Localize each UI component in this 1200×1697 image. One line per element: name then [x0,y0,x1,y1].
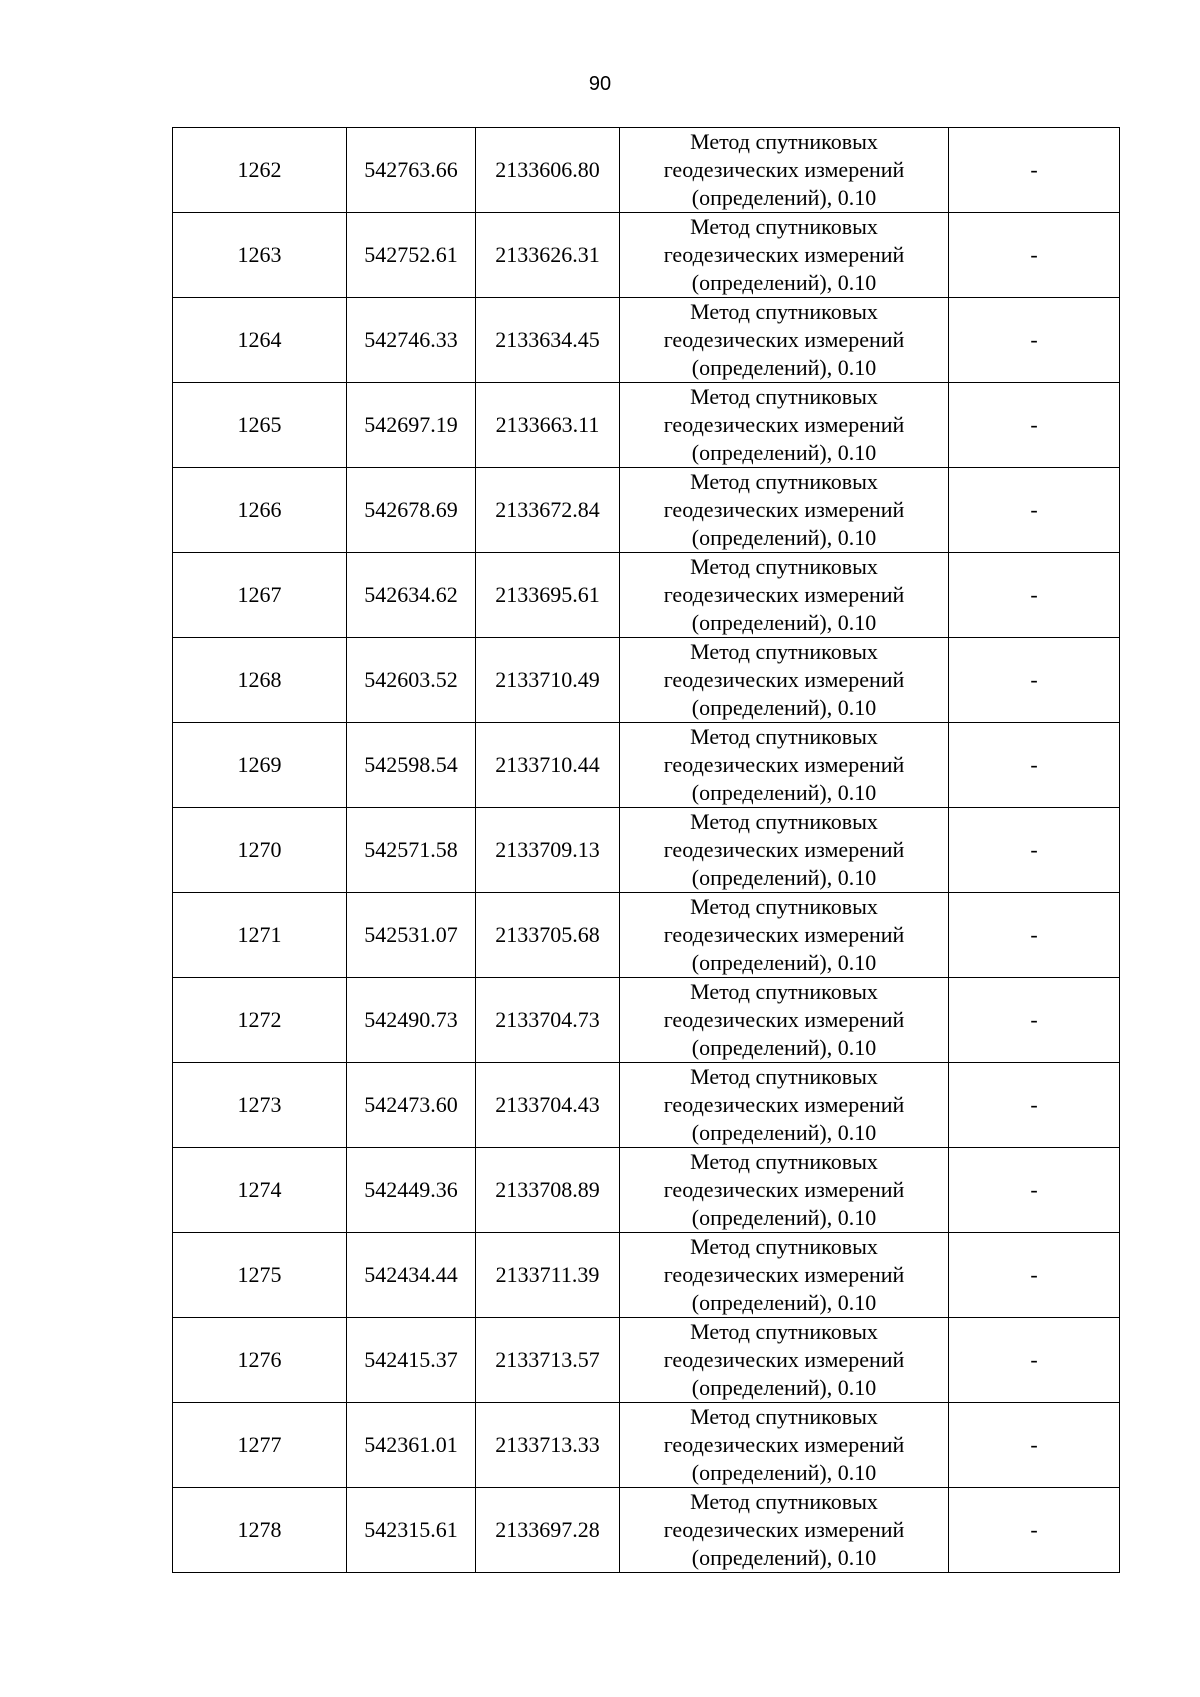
table-row [173,553,1120,638]
method-line: геодезических измерений [663,1432,905,1457]
method-line: геодезических измерений [663,667,905,692]
method-line: геодезических измерений [663,1517,905,1542]
point-number-cell: 1273 [173,1063,347,1148]
point-number-cell: 1267 [173,553,347,638]
method-line: (определений), 0.10 [691,695,877,720]
note-cell: - [949,128,1120,213]
point-number-cell: 1272 [173,978,347,1063]
method-line: геодезических измерений [663,1177,905,1202]
x-coordinate-cell: 542697.19 [347,383,476,468]
method-line: геодезических измерений [663,922,905,947]
point-number-cell: 1278 [173,1488,347,1573]
y-coordinate-cell: 2133713.57 [476,1318,620,1403]
table-row [173,1488,1120,1573]
x-coordinate-cell: 542634.62 [347,553,476,638]
x-coordinate-cell: 542763.66 [347,128,476,213]
method-line: (определений), 0.10 [691,185,877,210]
method-line: (определений), 0.10 [691,440,877,465]
x-coordinate-cell: 542531.07 [347,893,476,978]
method-line: геодезических измерений [663,752,905,777]
method-cell [620,128,949,213]
point-number-cell: 1269 [173,723,347,808]
method-line: Метод спутниковых [690,214,878,239]
method-line: Метод спутниковых [690,1319,878,1344]
method-line: геодезических измерений [663,1262,905,1287]
method-line: (определений), 0.10 [691,865,877,890]
method-line: геодезических измерений [663,1347,905,1372]
table-row [173,978,1120,1063]
point-number-cell: 1266 [173,468,347,553]
method-line: геодезических измерений [663,497,905,522]
note-cell: - [949,1403,1120,1488]
method-line: Метод спутниковых [690,894,878,919]
point-number-cell: 1271 [173,893,347,978]
x-coordinate-cell: 542598.54 [347,723,476,808]
method-cell [620,1148,949,1233]
method-cell [620,1318,949,1403]
note-cell: - [949,1148,1120,1233]
note-cell: - [949,1063,1120,1148]
table-row [173,723,1120,808]
x-coordinate-cell: 542678.69 [347,468,476,553]
method-line: (определений), 0.10 [691,525,877,550]
x-coordinate-cell: 542315.61 [347,1488,476,1573]
method-line: (определений), 0.10 [691,1035,877,1060]
method-cell [620,893,949,978]
method-cell [620,638,949,723]
y-coordinate-cell: 2133709.13 [476,808,620,893]
y-coordinate-cell: 2133710.49 [476,638,620,723]
table-row [173,128,1120,213]
method-line: (определений), 0.10 [691,1290,877,1315]
table-body [173,128,1120,1573]
x-coordinate-cell: 542746.33 [347,298,476,383]
method-line: геодезических измерений [663,412,905,437]
method-line: Метод спутниковых [690,469,878,494]
x-coordinate-cell: 542361.01 [347,1403,476,1488]
method-cell [620,1403,949,1488]
page-number: 90 [588,73,612,95]
y-coordinate-cell: 2133704.73 [476,978,620,1063]
y-coordinate-cell: 2133711.39 [476,1233,620,1318]
method-line: Метод спутниковых [690,1234,878,1259]
point-number-cell: 1268 [173,638,347,723]
method-line: Метод спутниковых [690,129,878,154]
table-row [173,1318,1120,1403]
method-cell [620,298,949,383]
method-line: Метод спутниковых [690,724,878,749]
y-coordinate-cell: 2133634.45 [476,298,620,383]
note-cell: - [949,1488,1120,1573]
method-line: геодезических измерений [663,837,905,862]
method-cell [620,808,949,893]
table-row [173,1063,1120,1148]
method-line: Метод спутниковых [690,979,878,1004]
method-line: геодезических измерений [663,1007,905,1032]
method-line: Метод спутниковых [690,1149,878,1174]
method-cell [620,1063,949,1148]
note-cell: - [949,723,1120,808]
note-cell: - [949,468,1120,553]
note-cell: - [949,893,1120,978]
point-number-cell: 1275 [173,1233,347,1318]
method-line: Метод спутниковых [690,1064,878,1089]
note-cell: - [949,298,1120,383]
y-coordinate-cell: 2133710.44 [476,723,620,808]
note-cell: - [949,383,1120,468]
method-line: (определений), 0.10 [691,950,877,975]
method-line: Метод спутниковых [690,299,878,324]
table-row [173,383,1120,468]
note-cell: - [949,808,1120,893]
method-line: (определений), 0.10 [691,1205,877,1230]
method-line: (определений), 0.10 [691,780,877,805]
x-coordinate-cell: 542752.61 [347,213,476,298]
table-row [173,1233,1120,1318]
method-line: геодезических измерений [663,157,905,182]
y-coordinate-cell: 2133626.31 [476,213,620,298]
x-coordinate-cell: 542490.73 [347,978,476,1063]
method-line: геодезических измерений [663,1092,905,1117]
table-row [173,808,1120,893]
note-cell: - [949,553,1120,638]
point-number-cell: 1264 [173,298,347,383]
table-row [173,638,1120,723]
y-coordinate-cell: 2133704.43 [476,1063,620,1148]
point-number-cell: 1276 [173,1318,347,1403]
method-line: Метод спутниковых [690,384,878,409]
method-line: Метод спутниковых [690,1489,878,1514]
x-coordinate-cell: 542603.52 [347,638,476,723]
method-cell [620,978,949,1063]
method-line: Метод спутниковых [690,639,878,664]
table-row [173,1148,1120,1233]
point-number-cell: 1265 [173,383,347,468]
point-number-cell: 1274 [173,1148,347,1233]
table-row [173,1403,1120,1488]
y-coordinate-cell: 2133697.28 [476,1488,620,1573]
method-line: геодезических измерений [663,242,905,267]
method-line: (определений), 0.10 [691,355,877,380]
y-coordinate-cell: 2133695.61 [476,553,620,638]
x-coordinate-cell: 542571.58 [347,808,476,893]
point-number-cell: 1277 [173,1403,347,1488]
method-line: (определений), 0.10 [691,610,877,635]
note-cell: - [949,978,1120,1063]
method-line: Метод спутниковых [690,554,878,579]
point-number-cell: 1263 [173,213,347,298]
method-cell [620,1488,949,1573]
method-cell [620,553,949,638]
method-cell [620,1233,949,1318]
note-cell: - [949,1318,1120,1403]
method-line: геодезических измерений [663,327,905,352]
x-coordinate-cell: 542473.60 [347,1063,476,1148]
point-number-cell: 1262 [173,128,347,213]
note-cell: - [949,213,1120,298]
table-row [173,213,1120,298]
coordinates-table [172,127,1120,1573]
y-coordinate-cell: 2133705.68 [476,893,620,978]
method-line: (определений), 0.10 [691,1375,877,1400]
y-coordinate-cell: 2133708.89 [476,1148,620,1233]
note-cell: - [949,1233,1120,1318]
y-coordinate-cell: 2133606.80 [476,128,620,213]
method-line: (определений), 0.10 [691,1120,877,1145]
table-row [173,298,1120,383]
method-cell [620,468,949,553]
method-line: геодезических измерений [663,582,905,607]
method-line: (определений), 0.10 [691,1460,877,1485]
x-coordinate-cell: 542434.44 [347,1233,476,1318]
method-line: Метод спутниковых [690,809,878,834]
y-coordinate-cell: 2133663.11 [476,383,620,468]
table-row [173,468,1120,553]
x-coordinate-cell: 542449.36 [347,1148,476,1233]
method-cell [620,213,949,298]
method-cell [620,383,949,468]
method-line: Метод спутниковых [690,1404,878,1429]
y-coordinate-cell: 2133713.33 [476,1403,620,1488]
point-number-cell: 1270 [173,808,347,893]
table-row [173,893,1120,978]
method-cell [620,723,949,808]
y-coordinate-cell: 2133672.84 [476,468,620,553]
x-coordinate-cell: 542415.37 [347,1318,476,1403]
method-line: (определений), 0.10 [691,270,877,295]
note-cell: - [949,638,1120,723]
method-line: (определений), 0.10 [691,1545,877,1570]
